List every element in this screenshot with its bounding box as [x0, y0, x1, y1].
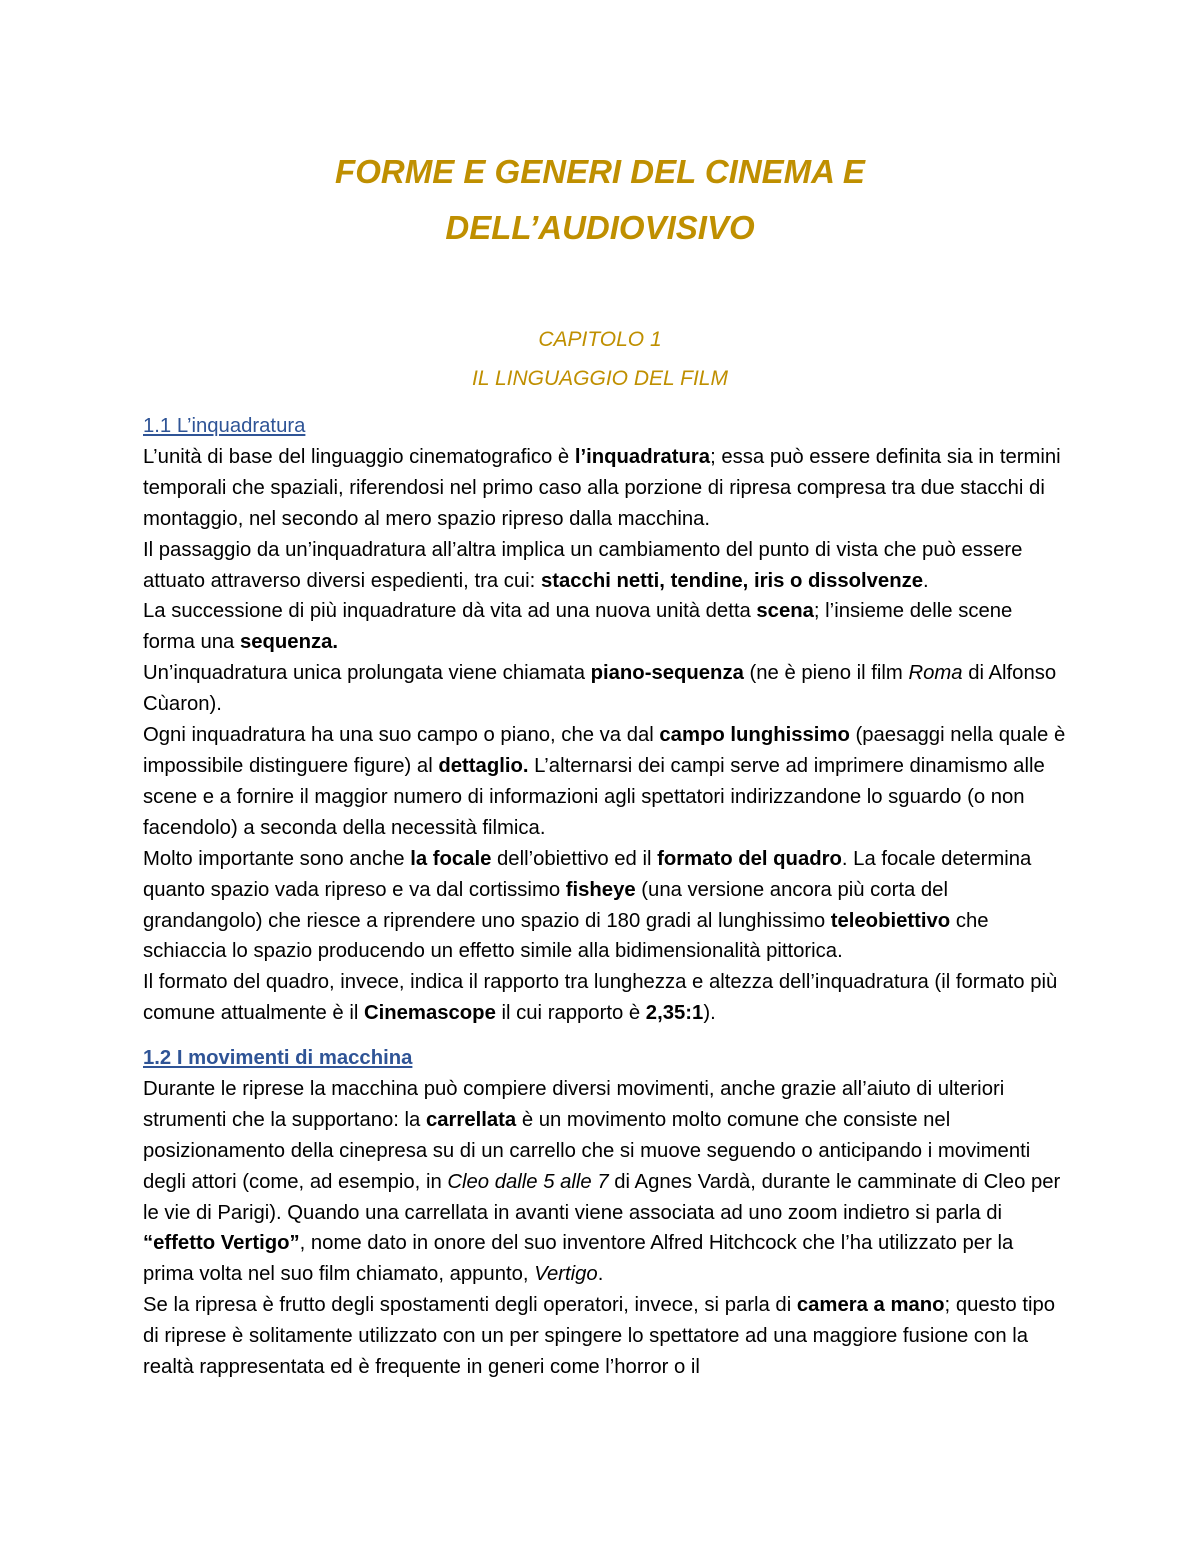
- paragraph: Durante le riprese la macchina può compiere diversi movimenti, anche grazie all’aiuto di ulteriori strumenti che la supportano: la carrellata è un movimento molto comune che consiste nel posizionamento della cinepresa su di un carrello che si muove seguendo o anticipando i movimenti degli attori (come, ad esempio, in Cleo dalle 5 alle 7 di Agnes Vardà, durante le camminate di Cleo per le vie di Parigi). Quando una carrellata in avanti viene associata ad uno zoom indietro si parla di “effetto Vertigo”, nome dato in onore del suo inventore Alfred Hitchcock che l’ha utilizzato per la prima volta nel suo film chiamato, appunto, Vertigo.: [143, 1077, 1061, 1286]
- paragraph: Se la ripresa è frutto degli spostamenti degli operatori, invece, si parla di camera a mano; questo tipo di riprese è solitamente utilizzato con un per spingere lo spettatore ad una maggiore fusione con la realtà rappresentata ed è frequente in generi come l’horror o il: [143, 1294, 1056, 1379]
- section-1-heading: 1.1 L’inquadratura: [143, 415, 306, 437]
- chapter-label: CAPITOLO 1: [538, 328, 662, 351]
- paragraph: La successione di più inquadrature dà vita ad una nuova unità detta scena; l’insieme delle scene forma una sequenza.: [143, 600, 1013, 654]
- paragraph: Molto importante sono anche la focale dell’obiettivo ed il formato del quadro. La focale determina quanto spazio vada ripreso e va dal cortissimo fisheye (una versione ancora più corta del grandangolo) che riesce a riprendere uno spazio di 180 gradi al lunghissimo teleobiettivo che schiaccia lo spazio producendo un effetto simile alla bidimensionalità pittorica.: [143, 847, 1032, 963]
- paragraph: Il passaggio da un’inquadratura all’altra implica un cambiamento del punto di vista che può essere attuato attraverso diversi espedienti, tra cui: stacchi netti, tendine, iris o dissolvenze.: [143, 538, 1023, 592]
- paragraph: L’unità di base del linguaggio cinematografico è l’inquadratura; essa può essere definita sia in termini temporali che spaziali, riferendosi nel primo caso alla porzione di ripresa compresa tra due stacchi di montaggio, nel secondo al mero spazio ripreso dalla macchina.: [143, 445, 1061, 530]
- paragraph: Il formato del quadro, invece, indica il rapporto tra lunghezza e altezza dell’inquadratura (il formato più comune attualmente è il Cinemascope il cui rapporto è 2,35:1).: [143, 971, 1058, 1025]
- section-2: [143, 1043, 1068, 1383]
- paragraph: Un’inquadratura unica prolungata viene chiamata piano-sequenza (ne è pieno il film Roma di Alfonso Cùaron).: [143, 662, 1057, 716]
- section-1: [143, 411, 1068, 1029]
- document-title-line-2: DELL’AUDIOVISIVO: [445, 209, 755, 246]
- document-title-line-1: FORME E GENERI DEL CINEMA E: [335, 153, 865, 190]
- chapter-name: IL LINGUAGGIO DEL FILM: [472, 367, 728, 390]
- paragraph: Ogni inquadratura ha una suo campo o piano, che va dal campo lunghissimo (paesaggi nella quale è impossibile distinguere figure) al dettaglio. L’alternarsi dei campi serve ad imprimere dinamismo alle scene e a fornire il maggior numero di informazioni agli spettatori indirizzandone lo sguardo (o non facendolo) a seconda della necessità filmica.: [143, 724, 1066, 839]
- section-2-heading: 1.2 I movimenti di macchina: [143, 1047, 413, 1069]
